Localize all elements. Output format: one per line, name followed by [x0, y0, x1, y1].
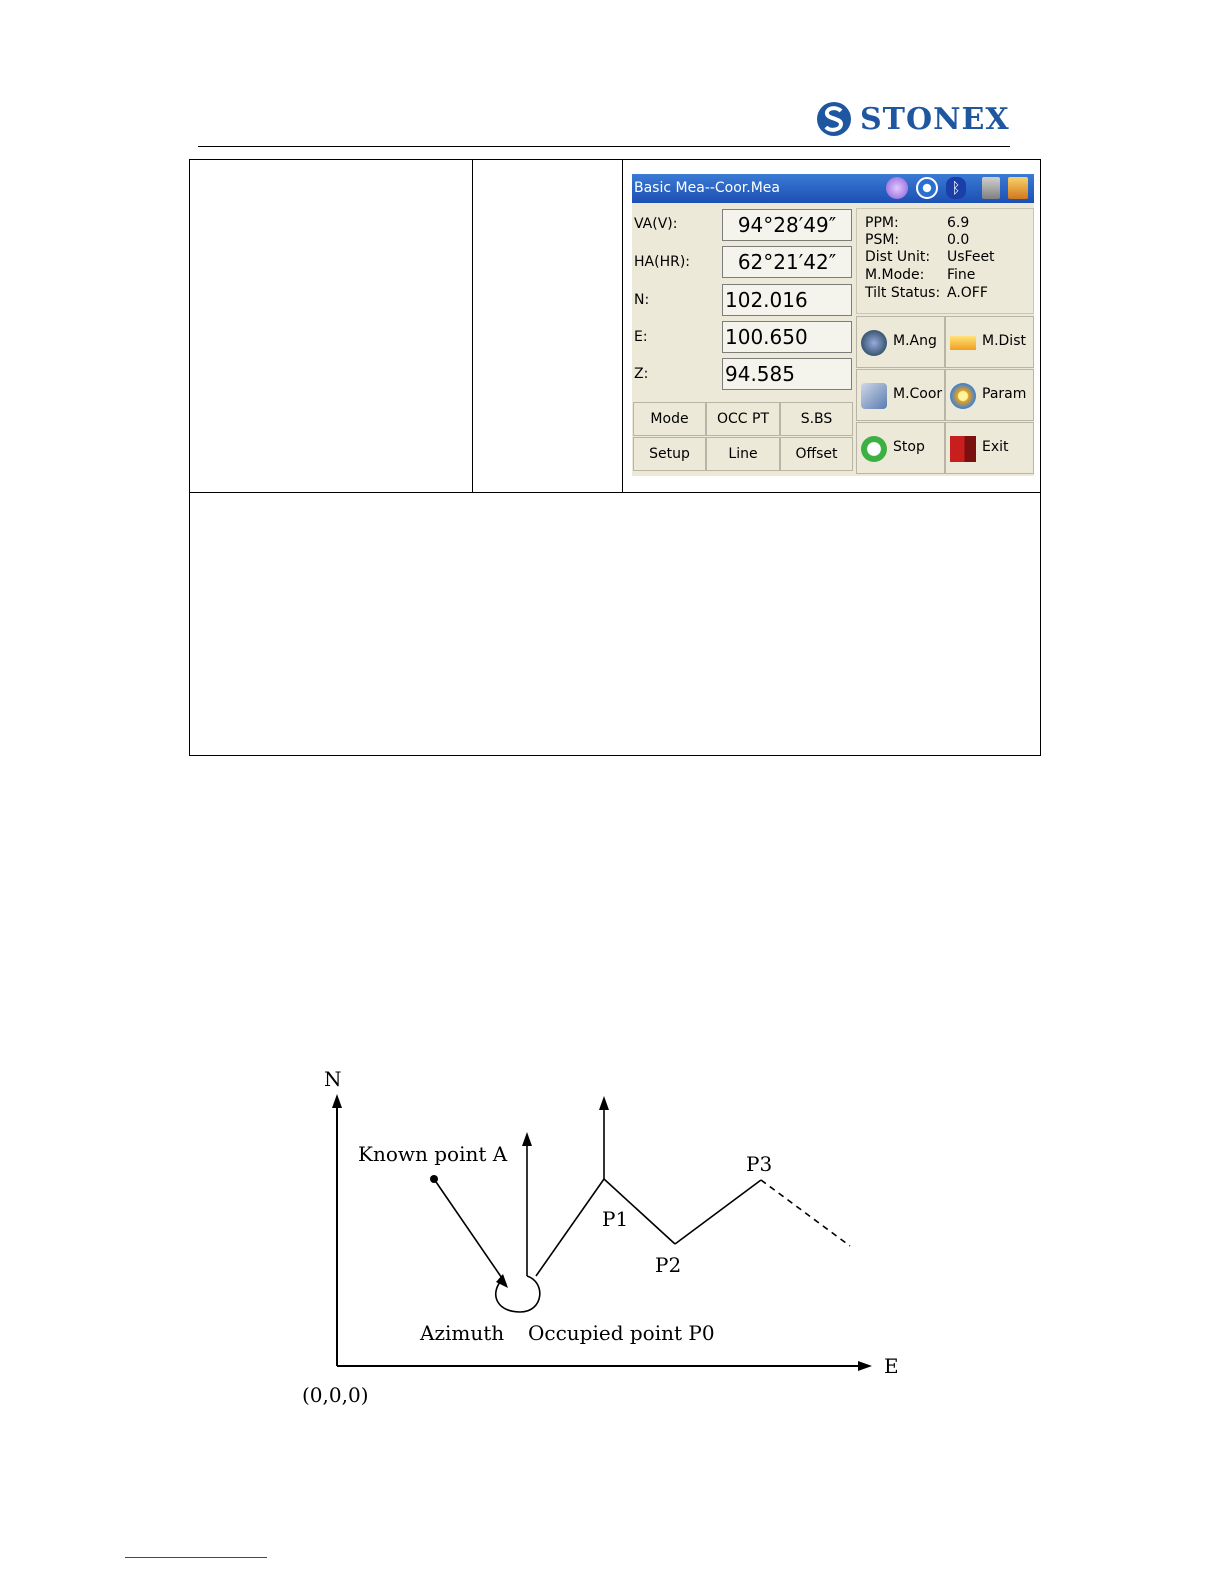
param-button[interactable]: [945, 369, 1034, 421]
e-label: E:: [634, 329, 648, 345]
mode-button[interactable]: Mode: [633, 402, 706, 436]
brand-name: STONEX: [860, 102, 1010, 137]
e-value: 100.650: [722, 321, 852, 353]
measurement-info-panel: [856, 208, 1034, 314]
tilt-status-key: Tilt Status:: [865, 285, 941, 301]
sbs-button[interactable]: S.BS: [780, 402, 853, 436]
traverse-diagram: [290, 1060, 920, 1420]
leg-p0-p1: [536, 1179, 604, 1276]
tilt-status-value: A.OFF: [947, 285, 988, 301]
leg-p3-next: [761, 1180, 850, 1246]
dist-unit-value: UsFeet: [947, 249, 995, 265]
va-label: VA(V):: [634, 216, 678, 232]
ppm-value: 6.9: [947, 215, 970, 231]
signal-icon[interactable]: [982, 177, 1000, 199]
settings-icon[interactable]: [916, 177, 938, 199]
stop-button[interactable]: [856, 422, 945, 474]
n-value: 102.016: [722, 284, 852, 316]
footer-link-underline[interactable]: [125, 1557, 267, 1558]
battery-icon[interactable]: [1008, 177, 1028, 199]
n-axis-arrow: [332, 1094, 342, 1108]
m-dist-label: M.Dist: [982, 333, 1026, 349]
angle-measure-icon: [861, 330, 887, 356]
n-axis-label: N: [324, 1067, 342, 1091]
m-coor-label: M.Coor: [893, 386, 943, 402]
bluetooth-icon[interactable]: ᛒ: [946, 177, 966, 199]
occ-pt-button[interactable]: OCC PT: [706, 402, 780, 436]
mode-key: M.Mode:: [865, 267, 925, 283]
z-label: Z:: [634, 366, 649, 382]
mode-value: Fine: [947, 267, 976, 283]
parameters-icon: [950, 383, 976, 409]
m-coor-button[interactable]: [856, 369, 945, 421]
table-row-divider: [190, 492, 1040, 493]
param-label: Param: [982, 386, 1027, 402]
device-screen: [632, 174, 1034, 476]
va-value: 94°28′49″: [722, 209, 852, 241]
m-ang-button[interactable]: [856, 316, 945, 368]
leg-p2-p3: [675, 1180, 761, 1244]
p2-label: P2: [655, 1253, 682, 1277]
azimuth-label: Azimuth: [420, 1321, 505, 1345]
p1-north-arrow: [599, 1096, 609, 1110]
header-rule: [198, 146, 1010, 147]
gps-icon[interactable]: [886, 177, 908, 199]
e-axis-arrow: [858, 1361, 872, 1371]
exit-button[interactable]: [945, 422, 1034, 474]
ha-value: 62°21′42″: [722, 246, 852, 278]
coordinate-measure-icon: [861, 383, 887, 409]
m-ang-label: M.Ang: [893, 333, 937, 349]
exit-label: Exit: [982, 439, 1009, 455]
stonex-mark-icon: [816, 100, 852, 138]
dist-unit-key: Dist Unit:: [865, 249, 931, 265]
p3-label: P3: [746, 1152, 773, 1176]
screen-title: Basic Mea--Coor.Mea: [634, 180, 780, 196]
m-dist-button[interactable]: [945, 316, 1034, 368]
e-axis-label: E: [884, 1354, 899, 1378]
psm-value: 0.0: [947, 232, 970, 248]
ha-label: HA(HR):: [634, 254, 690, 270]
backsight-line: [434, 1179, 506, 1284]
offset-button[interactable]: Offset: [780, 437, 853, 471]
origin-label: (0,0,0): [302, 1383, 369, 1407]
z-value: 94.585: [722, 358, 852, 390]
setup-button[interactable]: Setup: [633, 437, 706, 471]
stop-label: Stop: [893, 439, 925, 455]
table-divider: [472, 160, 473, 493]
p1-label: P1: [602, 1207, 629, 1231]
stop-icon: [861, 436, 887, 462]
exit-icon: [950, 436, 976, 462]
psm-key: PSM:: [865, 232, 900, 248]
stonex-logo: [816, 98, 1010, 140]
title-bar: [632, 174, 1034, 203]
ppm-key: PPM:: [865, 215, 899, 231]
line-button[interactable]: Line: [706, 437, 780, 471]
n-label: N:: [634, 292, 650, 308]
table-divider: [622, 160, 623, 493]
occupied-point-label: Occupied point P0: [528, 1321, 715, 1345]
p0-north-arrow: [522, 1132, 532, 1146]
known-point-a-label: Known point A: [358, 1142, 508, 1166]
distance-measure-icon: [950, 336, 976, 350]
